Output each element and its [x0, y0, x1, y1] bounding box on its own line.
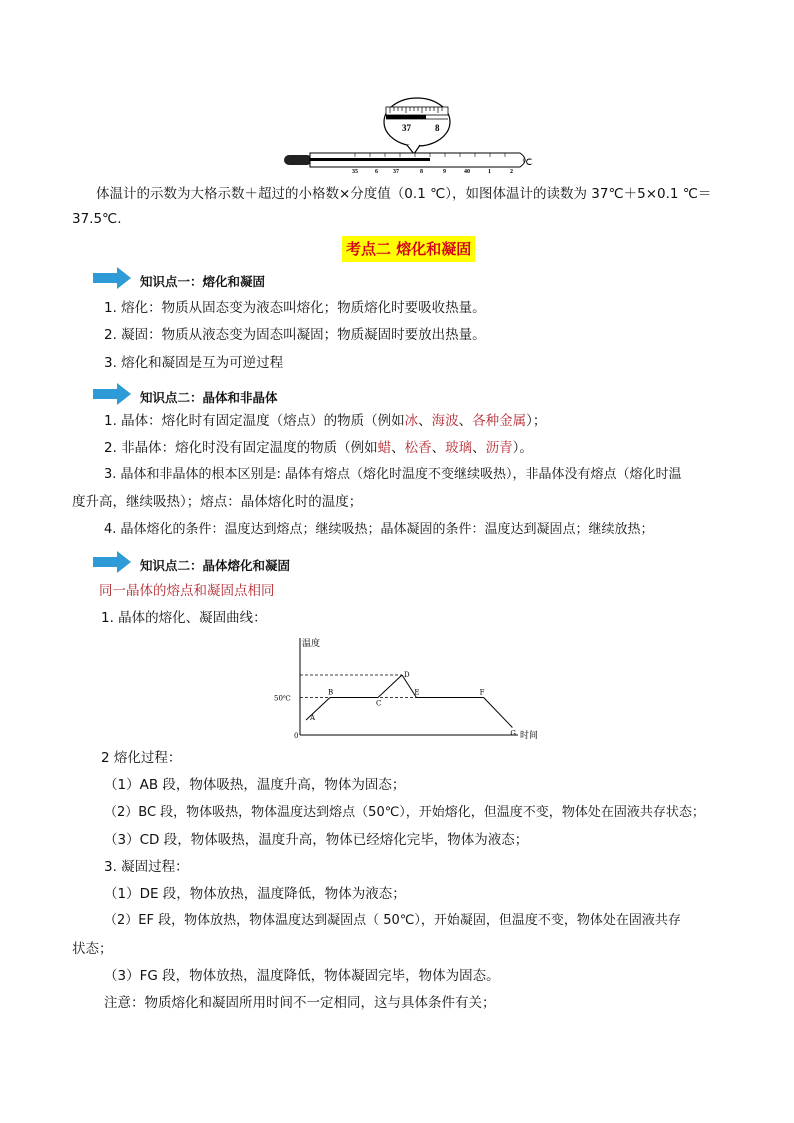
kp2-item1-suffix: ）； [526, 413, 547, 429]
kp2-item2-prefix: 2. 非晶体：熔化时没有固定温度的物质（例如 [104, 440, 378, 456]
melting-item: （1）AB 段，物体吸热，温度升高，物体为固态； [104, 777, 406, 793]
curve-segment-CD [378, 675, 402, 698]
y-tick-label: 50℃ [274, 694, 291, 703]
x-axis-label: 时间 [520, 731, 539, 741]
kp1-heading: 知识点一：熔化和凝固 [140, 274, 266, 289]
example-text: 蜡 [377, 440, 392, 456]
point-label-B: B [328, 688, 334, 697]
scale-label: 2 [510, 169, 513, 174]
kp3-heading: 知识点二：晶体熔化和凝固 [140, 558, 291, 573]
example-text: 海波 [431, 413, 459, 429]
arrow-icon [93, 383, 131, 405]
kp1-item: 2. 凝固：物质从液态变为固态叫凝固；物质凝固时要放出热量。 [104, 327, 486, 343]
example-text: 沥青 [485, 440, 513, 456]
kp2-heading: 知识点二：晶体和非晶体 [140, 390, 278, 405]
melting-item: （2）BC 段，物体吸热，物体温度达到熔点（50℃），开始熔化，但温度不变，物体处在固液共存状态； [104, 805, 705, 820]
point-label-E: E [414, 688, 420, 697]
point-label-F: F [479, 688, 485, 697]
solidify-item-2-line-1: （2）EF 段，物体放热，物体温度达到凝固点（ 50℃），开始凝固，但温度不变，物体处在固液共存 [104, 913, 681, 928]
section-title: 考点二 熔化和凝固 [342, 236, 475, 262]
arrow-icon [93, 551, 131, 573]
zoom-minor-label: 8 [435, 123, 440, 133]
note-text: 注意：物质熔化和凝固所用时间不一定相同，这与具体条件有关； [104, 995, 496, 1011]
scale-label: 6 [375, 169, 378, 174]
curve-segment-FG [484, 698, 513, 728]
kp1-item: 3. 熔化和凝固是互为可逆过程 [104, 355, 284, 371]
solidify-item-1: （1）DE 段，物体放热，温度降低，物体为液态； [104, 886, 406, 902]
scale-label: 37 [393, 169, 399, 174]
kp2-item-2 [104, 439, 533, 457]
arrow-icon [93, 267, 131, 289]
kp1-item: 1. 熔化：物质从固态变为液态叫熔化；物质熔化时要吸收热量。 [104, 300, 486, 316]
intro-line-2: 37.5℃. [72, 211, 122, 227]
point-label-C: C [376, 699, 382, 708]
curve-intro: 1. 晶体的熔化、凝固曲线： [101, 610, 267, 626]
melting-item: （3）CD 段，物体吸热，温度升高，物体已经熔化完毕，物体为液态； [104, 832, 529, 848]
scale-label: 1 [488, 169, 491, 174]
point-label-D: D [404, 671, 410, 679]
example-text: 冰 [404, 413, 419, 429]
kp2-item-4: 4. 晶体熔化的条件：温度达到熔点；继续吸热；晶体凝固的条件：温度达到凝固点；继续放热； [104, 522, 654, 537]
thermometer-unit: ℃ [522, 157, 533, 167]
scale-label: 35 [352, 169, 358, 174]
point-label-G: G [510, 729, 516, 738]
separator: 、 [391, 440, 405, 456]
scale-label: 9 [443, 169, 446, 174]
scale-label: 40 [464, 169, 470, 174]
melting-curve-chart [270, 634, 560, 744]
separator: 、 [458, 413, 473, 429]
solidify-item-3: （3）FG 段，物体放热，温度降低，物体凝固完毕，物体为固态。 [104, 968, 500, 984]
example-text: 松香 [404, 440, 432, 456]
kp2-item1-prefix: 1. 晶体：熔化时有固定温度（熔点）的物质（例如 [104, 413, 405, 429]
zoom-major-label: 37 [402, 123, 411, 133]
solidify-item-2-line-2: 状态； [72, 941, 113, 957]
example-text: 各种金属 [472, 413, 527, 429]
point-label-A: A [310, 714, 316, 722]
intro-line-1: 体温计的示数为大格示数＋超过的小格数×分度值（0.1 ℃），如图体温计的读数为 37℃＋5×0.1 ℃＝ [96, 186, 712, 202]
scale-label: 8 [420, 169, 423, 174]
origin-label: 0 [294, 732, 299, 740]
example-text: 玻璃 [445, 440, 473, 456]
separator: 、 [431, 440, 446, 456]
solidify-heading: 3. 凝固过程： [104, 859, 189, 875]
separator: 、 [472, 440, 486, 456]
kp2-item-3-line-1: 3. 晶体和非晶体的根本区别是: 晶体有熔点（熔化时温度不变继续吸热），非晶体没有熔点（熔化时温 [104, 467, 682, 482]
kp3-highlight: 同一晶体的熔点和凝固点相同 [99, 583, 275, 599]
kp2-item-1 [104, 412, 546, 430]
kp2-item2-suffix: ）。 [512, 440, 533, 456]
y-axis-label: 温度 [302, 639, 321, 649]
thermometer-figure [280, 96, 540, 174]
melting-heading: 2 熔化过程： [101, 750, 182, 766]
separator: 、 [418, 413, 432, 429]
kp2-item-3-line-2: 度升高，继续吸热）；熔点：晶体熔化时的温度； [72, 494, 363, 510]
